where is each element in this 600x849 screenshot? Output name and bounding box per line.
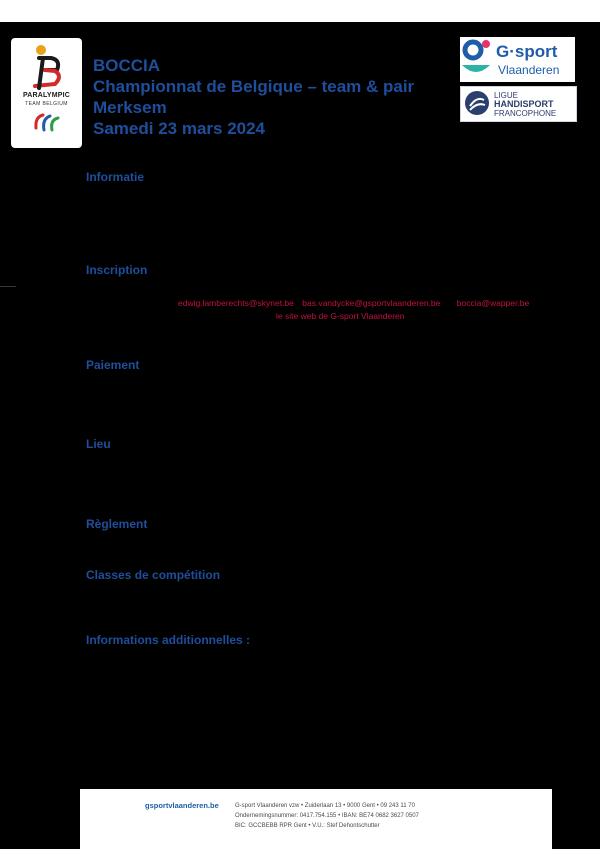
email-link-3[interactable]: boccia@wapper.be [456, 298, 530, 308]
email-link-2[interactable]: bas.vandycke@gsportvlaanderen.be [302, 298, 441, 308]
section-inscription: Inscription [86, 263, 148, 277]
margin-mark [0, 286, 16, 287]
email-link-1[interactable]: edwig.lamberechts@skynet.be [178, 298, 294, 308]
lhf-line3: FRANCOPHONE [494, 109, 557, 118]
gsport-region: Vlaanderen [498, 63, 560, 77]
footer-organisation-info [235, 801, 419, 831]
section-classes: Classes de compétition [86, 568, 221, 582]
lhf-logo [460, 86, 577, 122]
footer-address: G-sport Vlaanderen vzw • Zuiderlaan 13 • 9000 Gent • 09 243 11 70 [235, 803, 415, 809]
page-top-band [0, 0, 600, 22]
event-location: Merksem [93, 98, 167, 117]
inscription-emails [178, 298, 529, 308]
section-additional-info: Informations additionnelles : [86, 633, 251, 647]
paralympic-logo [11, 38, 82, 148]
page-footer [80, 789, 552, 849]
agitos-icon [33, 112, 61, 134]
paralympic-logo-subtext: TEAM BELGIUM [25, 101, 68, 107]
paralympic-b-icon [29, 44, 65, 90]
section-informatie: Informatie [86, 170, 145, 184]
event-name: Championnat de Belgique – team & pair [93, 77, 415, 96]
footer-website[interactable]: gsportvlaanderen.be [145, 801, 219, 810]
gsport-logo [460, 37, 575, 82]
section-reglement: Règlement [86, 517, 148, 531]
footer-company-number: Ondernemingsnummer: 0417.754.155 • IBAN: BE74 0682 3627 0507 [235, 813, 419, 819]
lhf-line1: LIGUE [494, 91, 519, 100]
footer-bic: BIC: GCCBEBB RPR Gent • V.U.: Stef Dehontschutter [235, 823, 380, 829]
paralympic-logo-text: PARALYMPIC [22, 92, 71, 99]
section-paiement: Paiement [86, 358, 140, 372]
gsport-name: G·sport [496, 42, 558, 61]
event-title-block [93, 55, 414, 139]
lhf-icon [464, 90, 490, 116]
gsport-icon [460, 39, 494, 79]
gsport-website-link[interactable]: le site web de G-sport Vlaanderen [276, 311, 405, 321]
event-sport: BOCCIA [93, 56, 161, 75]
section-lieu: Lieu [86, 437, 111, 451]
event-date: Samedi 23 mars 2024 [93, 119, 266, 138]
lhf-line2: HANDISPORT [494, 99, 554, 109]
